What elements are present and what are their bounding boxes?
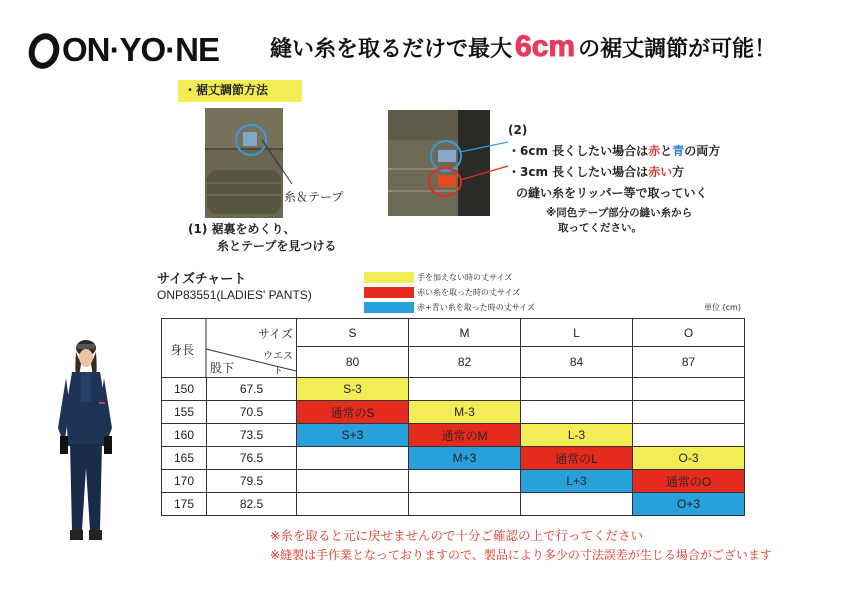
size-cell: 通常のS xyxy=(297,401,409,424)
size-col-s: S xyxy=(297,319,409,347)
height-cell: 150 xyxy=(162,378,207,401)
legend-swatch xyxy=(364,287,414,298)
headline xyxy=(270,30,776,64)
size-cell xyxy=(633,378,745,401)
size-cell: S+3 xyxy=(297,424,409,447)
size-cell: 通常のO xyxy=(633,470,745,493)
warning-line2: ※縫製は手作業となっておりますので、製品により多少の寸法誤差が生じる場合がございます xyxy=(270,548,772,562)
size-chart-title: サイズチャート xyxy=(157,272,247,287)
step2-line1: ・6cm 長くしたい場合は赤と青の両方 xyxy=(508,144,721,158)
logo-text: ON·YO·NE xyxy=(62,31,219,68)
step2-line3: の縫い糸をリッパー等で取っていく xyxy=(516,186,708,200)
step1-line2: 糸とテープを見つける xyxy=(217,239,337,253)
headline-after: の裾丈調節が可能！ xyxy=(578,37,777,62)
table-row xyxy=(162,424,745,447)
table-row xyxy=(162,470,745,493)
step2-instructions xyxy=(508,120,720,204)
inseam-cell: 67.5 xyxy=(207,378,297,401)
inseam-cell: 82.5 xyxy=(207,493,297,516)
size-cell: M+3 xyxy=(409,447,521,470)
size-col-o: O xyxy=(633,319,745,347)
legend xyxy=(364,270,535,315)
step1-line1: (1) 裾裏をめくり、 xyxy=(188,222,296,236)
red-ring-icon xyxy=(428,167,462,197)
waist-s: 80 xyxy=(297,347,409,378)
size-cell xyxy=(521,401,633,424)
size-cell xyxy=(409,470,521,493)
logo-mark-icon xyxy=(28,30,60,70)
size-col-m: M xyxy=(409,319,521,347)
legend-item: 赤+青い糸を取った時の丈サイズ xyxy=(364,300,535,314)
model-number: ONP83551(LADIES' PANTS) xyxy=(157,288,312,302)
size-cell: L+3 xyxy=(521,470,633,493)
legend-swatch xyxy=(364,302,414,313)
height-cell: 155 xyxy=(162,401,207,424)
unit-label: 単位 (cm) xyxy=(704,303,741,312)
inseam-header: 股下 xyxy=(210,361,235,375)
height-cell: 165 xyxy=(162,447,207,470)
method-label: ・裾丈調節方法 xyxy=(178,80,302,102)
size-cell xyxy=(297,470,409,493)
inseam-cell: 76.5 xyxy=(207,447,297,470)
inseam-cell: 70.5 xyxy=(207,401,297,424)
legend-swatch xyxy=(364,272,414,283)
step2-note: ※同色テープ部分の縫い糸から 取ってください。 xyxy=(546,207,693,234)
size-cell: 通常のM xyxy=(409,424,521,447)
size-cell xyxy=(633,424,745,447)
inseam-cell: 79.5 xyxy=(207,470,297,493)
step2-title: (2) xyxy=(508,123,528,137)
size-cell xyxy=(521,378,633,401)
height-cell: 160 xyxy=(162,424,207,447)
size-cell xyxy=(297,447,409,470)
size-cell xyxy=(521,493,633,516)
legend-item: 赤い糸を取った時の丈サイズ xyxy=(364,285,535,299)
size-header: サイズ xyxy=(258,327,294,341)
size-cell: 通常のL xyxy=(521,447,633,470)
tape-label: 糸＆テープ xyxy=(284,190,344,204)
inseam-cell: 73.5 xyxy=(207,424,297,447)
height-cell: 175 xyxy=(162,493,207,516)
waist-header: ウエスト xyxy=(263,351,293,377)
table-row xyxy=(162,378,745,401)
headline-before: 縫い糸を取るだけで最大 xyxy=(270,37,513,62)
leader-line-icon xyxy=(262,140,302,185)
waist-o: 87 xyxy=(633,347,745,378)
table-row xyxy=(162,493,745,516)
table-row xyxy=(162,401,745,424)
size-cell: O-3 xyxy=(633,447,745,470)
legend-item: 手を加えない時の丈サイズ xyxy=(364,270,535,284)
size-cell: S-3 xyxy=(297,378,409,401)
size-col-l: L xyxy=(521,319,633,347)
model-photo xyxy=(48,338,122,544)
waist-l: 84 xyxy=(521,347,633,378)
step2-line2: ・3cm 長くしたい場合は赤い方 xyxy=(508,165,685,179)
leader-lines-icon xyxy=(460,140,510,190)
size-cell xyxy=(409,493,521,516)
height-cell: 170 xyxy=(162,470,207,493)
size-cell: O+3 xyxy=(633,493,745,516)
size-cell xyxy=(633,401,745,424)
size-chart-table xyxy=(161,318,745,516)
waist-m: 82 xyxy=(409,347,521,378)
size-cell xyxy=(297,493,409,516)
headline-highlight: 6cm xyxy=(515,30,576,63)
size-cell: M-3 xyxy=(409,401,521,424)
table-corner-header xyxy=(162,319,297,378)
size-chart-body xyxy=(162,378,745,516)
size-cell xyxy=(409,378,521,401)
height-header: 身長 xyxy=(170,343,195,357)
size-cell: L-3 xyxy=(521,424,633,447)
warning-line1: ※糸を取ると元に戻せませんので十分ご確認の上で行ってください xyxy=(270,528,643,543)
brand-logo xyxy=(28,28,219,72)
table-row xyxy=(162,447,745,470)
